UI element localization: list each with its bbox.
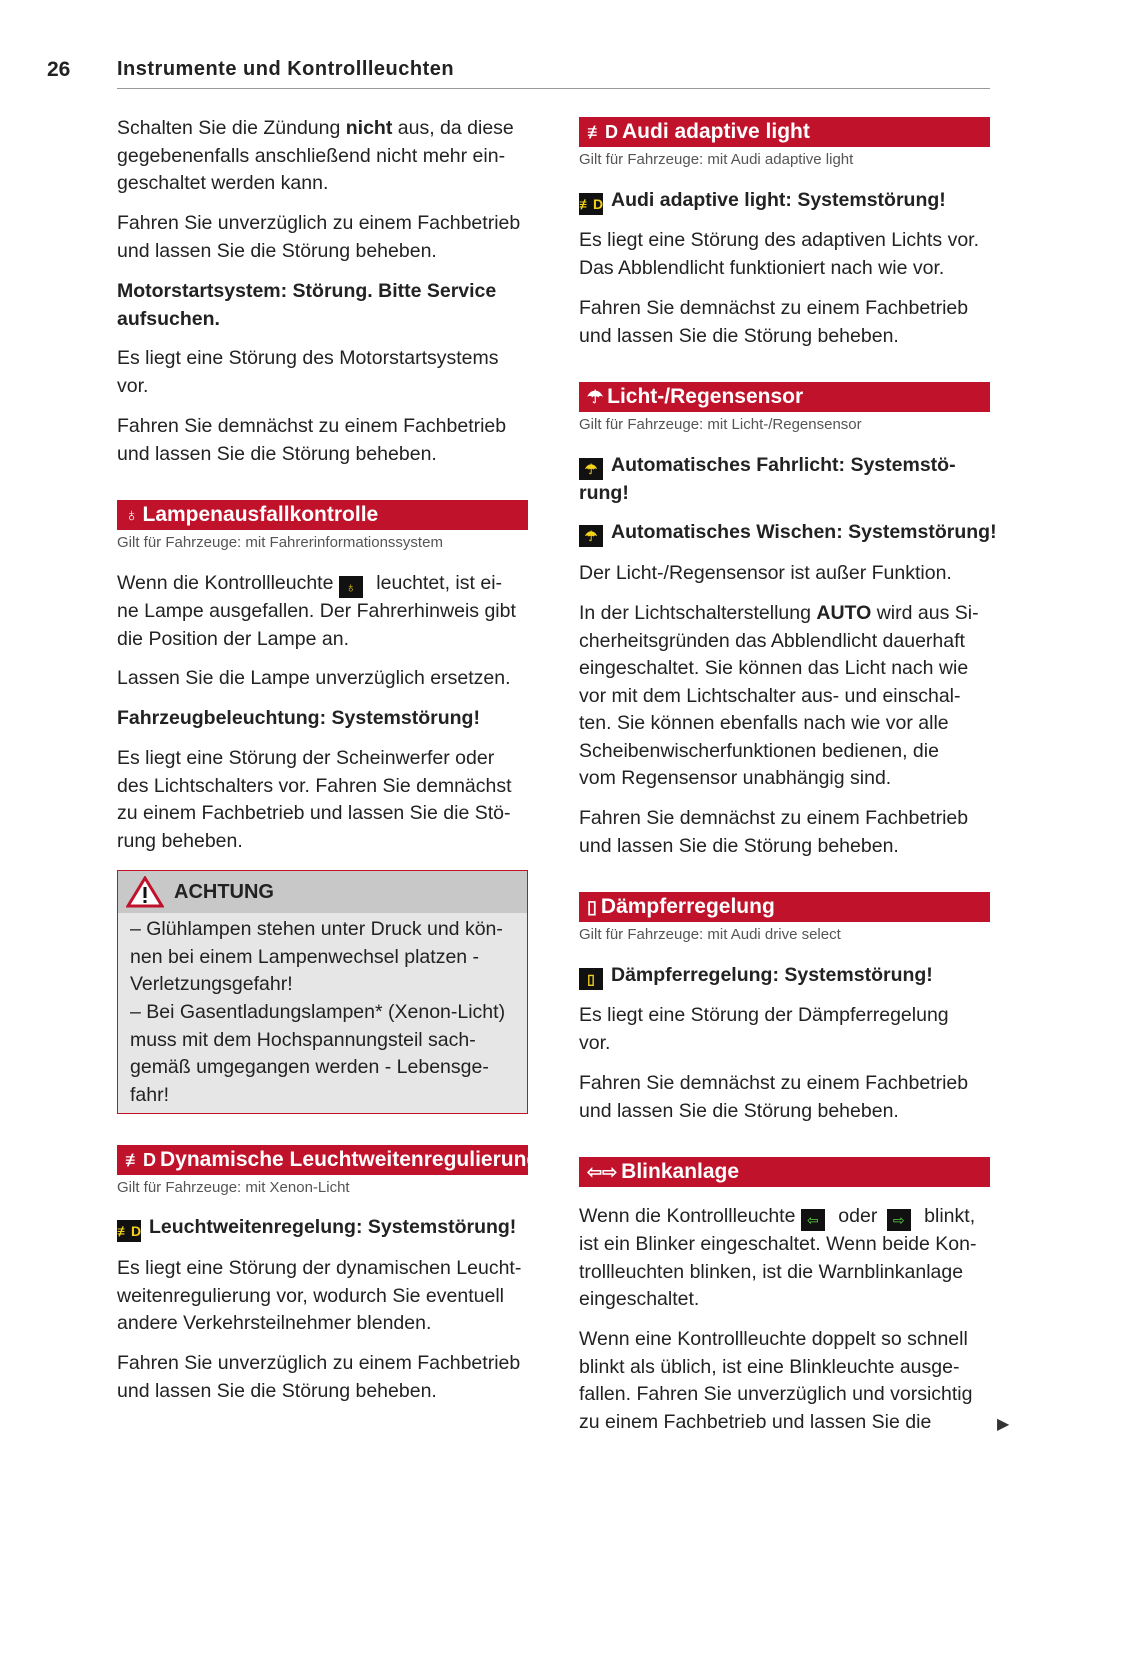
message-heading (579, 519, 997, 547)
message-heading (579, 962, 933, 990)
message-heading (117, 1214, 516, 1242)
damper-icon: ▯ (587, 897, 597, 917)
bulb-failure-indicator-icon: ♁ (339, 576, 363, 598)
bulb-failure-icon: ♁ (125, 505, 139, 525)
paragraph: Es liegt eine Störung der Dämpferregelung vor. (579, 1004, 949, 1054)
warning-item: – Glühlampen stehen unter Druck und kön- nen bei einem Lampenwechsel platzen - Verletzungsgefahr! (130, 918, 503, 995)
message-heading: Fahrzeugbeleuchtung: Systemstörung! (117, 707, 480, 729)
text: Leuchtweitenregelung: Systemstörung! (149, 1216, 517, 1238)
paragraph (579, 1203, 999, 1314)
applicability-note: Gilt für Fahrzeuge: mit Licht-/Regensensor (579, 416, 862, 433)
paragraph (117, 115, 537, 198)
continue-arrow-icon: ▶ (997, 1416, 1010, 1433)
text: aus, da diese gegebenenfalls anschließend nicht mehr ein- geschaltet werden kann. (117, 117, 514, 194)
text: Automatisches Fahrlicht: Systemstö- rung! (579, 454, 956, 504)
turn-signal-icon: ⇦⇨ (587, 1162, 618, 1182)
paragraph: Es liegt eine Störung der Scheinwerfer oder des Lichtschalters vor. Fahren Sie demnächst zu einem Fachbetrieb und lassen Sie die Stö- rung beheben. (117, 747, 512, 852)
damper-indicator-icon: ▯ (579, 968, 603, 990)
paragraph: Fahren Sie demnächst zu einem Fachbetrieb und lassen Sie die Störung beheben. (579, 807, 969, 857)
light-rain-sensor-indicator-icon: ☂ (579, 525, 603, 547)
section-title: Licht-/Regensensor (607, 385, 804, 408)
paragraph (579, 600, 999, 793)
applicability-note: Gilt für Fahrzeuge: mit Xenon-Licht (117, 1179, 350, 1196)
emphasis: nicht (345, 117, 393, 139)
section-title: Dynamische Leuchtweitenregulierung (160, 1148, 540, 1171)
section-title: Blinkanlage (621, 1160, 740, 1183)
paragraph: Wenn eine Kontrollleuchte doppelt so schnell blinkt als üblich, ist eine Blinkleuchte ausge- fallen. Fahren Sie unverzüglich und vorsichtig zu einem Fachbetrieb und lassen Sie die (579, 1328, 973, 1433)
warning-header (118, 871, 527, 913)
text: Wenn die Kontrollleuchte (579, 1205, 801, 1227)
light-rain-sensor-icon: ☂ (587, 387, 604, 407)
text: blinkt, ist ein Blinker eingeschaltet. Wenn beide Kon- trollleuchten blinken, ist die Warnblinkanlage eingeschaltet. (579, 1205, 977, 1310)
page-number: 26 (47, 58, 71, 81)
message-heading (579, 452, 956, 508)
paragraph: Fahren Sie unverzüglich zu einem Fachbetrieb und lassen Sie die Störung beheben. (117, 212, 521, 262)
paragraph: Fahren Sie demnächst zu einem Fachbetrieb und lassen Sie die Störung beheben. (579, 297, 969, 347)
text: wird aus Si- cherheitsgründen das Abblendlicht dauerhaft eingeschaltet. Sie können das Licht nach wie vor mit dem Lichtschalter aus- und einschal- ten. Sie können ebenfalls nach wie vor alle Scheibenwischerfunktionen bedienen, die vom Regensensor unabhängig sind. (579, 602, 979, 789)
headlight-range-indicator-icon: ≢D (117, 1220, 141, 1242)
paragraph: Fahren Sie demnächst zu einem Fachbetrieb und lassen Sie die Störung beheben. (579, 1072, 969, 1122)
adaptive-light-indicator-icon: ≢D (579, 193, 603, 215)
text: Wenn die Kontrollleuchte (117, 572, 339, 594)
light-rain-sensor-indicator-icon: ☂ (579, 458, 603, 480)
section-header-blinkanlage (579, 1157, 990, 1187)
header-divider (117, 88, 990, 89)
emphasis: AUTO (816, 602, 872, 624)
warning-triangle-icon (126, 876, 164, 908)
warning-box (117, 870, 528, 1114)
paragraph: Es liegt eine Störung der dynamischen Leucht- weitenregulierung vor, wodurch Sie eventuell andere Verkehrsteilnehmer blenden. (117, 1257, 522, 1334)
adaptive-light-icon: ≢D (587, 122, 618, 142)
message-heading (579, 187, 946, 215)
text: leuchtet, ist ei- ne Lampe ausgefallen. Der Fahrerhinweis gibt die Position der Lampe an. (117, 572, 516, 650)
section-header-lampenausfall (117, 500, 528, 530)
paragraph: Fahren Sie demnächst zu einem Fachbetrieb und lassen Sie die Störung beheben. (117, 415, 507, 465)
applicability-note: Gilt für Fahrzeuge: mit Audi adaptive light (579, 151, 854, 168)
section-title: Dämpferregelung (600, 895, 775, 918)
message-heading: Motorstartsystem: Störung. Bitte Service aufsuchen. (117, 280, 497, 330)
text: Dämpferregelung: Systemstörung! (611, 964, 933, 986)
text: oder (832, 1205, 883, 1227)
section-header-leuchtweite (117, 1145, 540, 1175)
paragraph: Der Licht-/Regensensor ist außer Funktion. (579, 562, 952, 584)
text: Automatisches Wischen: Systemstörung! (611, 521, 997, 543)
turn-right-indicator-icon: ⇨ (887, 1209, 911, 1231)
warning-title: ACHTUNG (174, 880, 274, 903)
page-title: Instrumente und Kontrollleuchten (117, 58, 455, 80)
applicability-note: Gilt für Fahrzeuge: mit Audi drive select (579, 926, 841, 943)
paragraph: Fahren Sie unverzüglich zu einem Fachbetrieb und lassen Sie die Störung beheben. (117, 1352, 521, 1402)
section-header-adaptive-light (579, 117, 990, 147)
warning-item: – Bei Gasentladungslampen* (Xenon-Licht) muss mit dem Hochspannungsteil sach- gemäß umgegangen werden - Lebensge- fahr! (130, 1001, 506, 1106)
section-title: Audi adaptive light (622, 120, 810, 143)
paragraph: Es liegt eine Störung des Motorstartsystems vor. (117, 347, 499, 397)
turn-left-indicator-icon: ⇦ (801, 1209, 825, 1231)
text: Audi adaptive light: Systemstörung! (611, 189, 946, 211)
applicability-note: Gilt für Fahrzeuge: mit Fahrerinformationssystem (117, 534, 443, 551)
section-header-regensensor (579, 382, 990, 412)
paragraph: Es liegt eine Störung des adaptiven Lichts vor. Das Abblendlicht funktioniert nach wie vor. (579, 229, 979, 279)
section-title: Lampenausfallkontrolle (142, 503, 379, 526)
text: Schalten Sie die Zündung (117, 117, 346, 139)
section-header-daempfer (579, 892, 990, 922)
text: In der Lichtschalterstellung (579, 602, 817, 624)
paragraph (117, 570, 537, 653)
headlight-range-icon: ≢D (125, 1150, 156, 1170)
paragraph: Lassen Sie die Lampe unverzüglich ersetzen. (117, 667, 511, 689)
